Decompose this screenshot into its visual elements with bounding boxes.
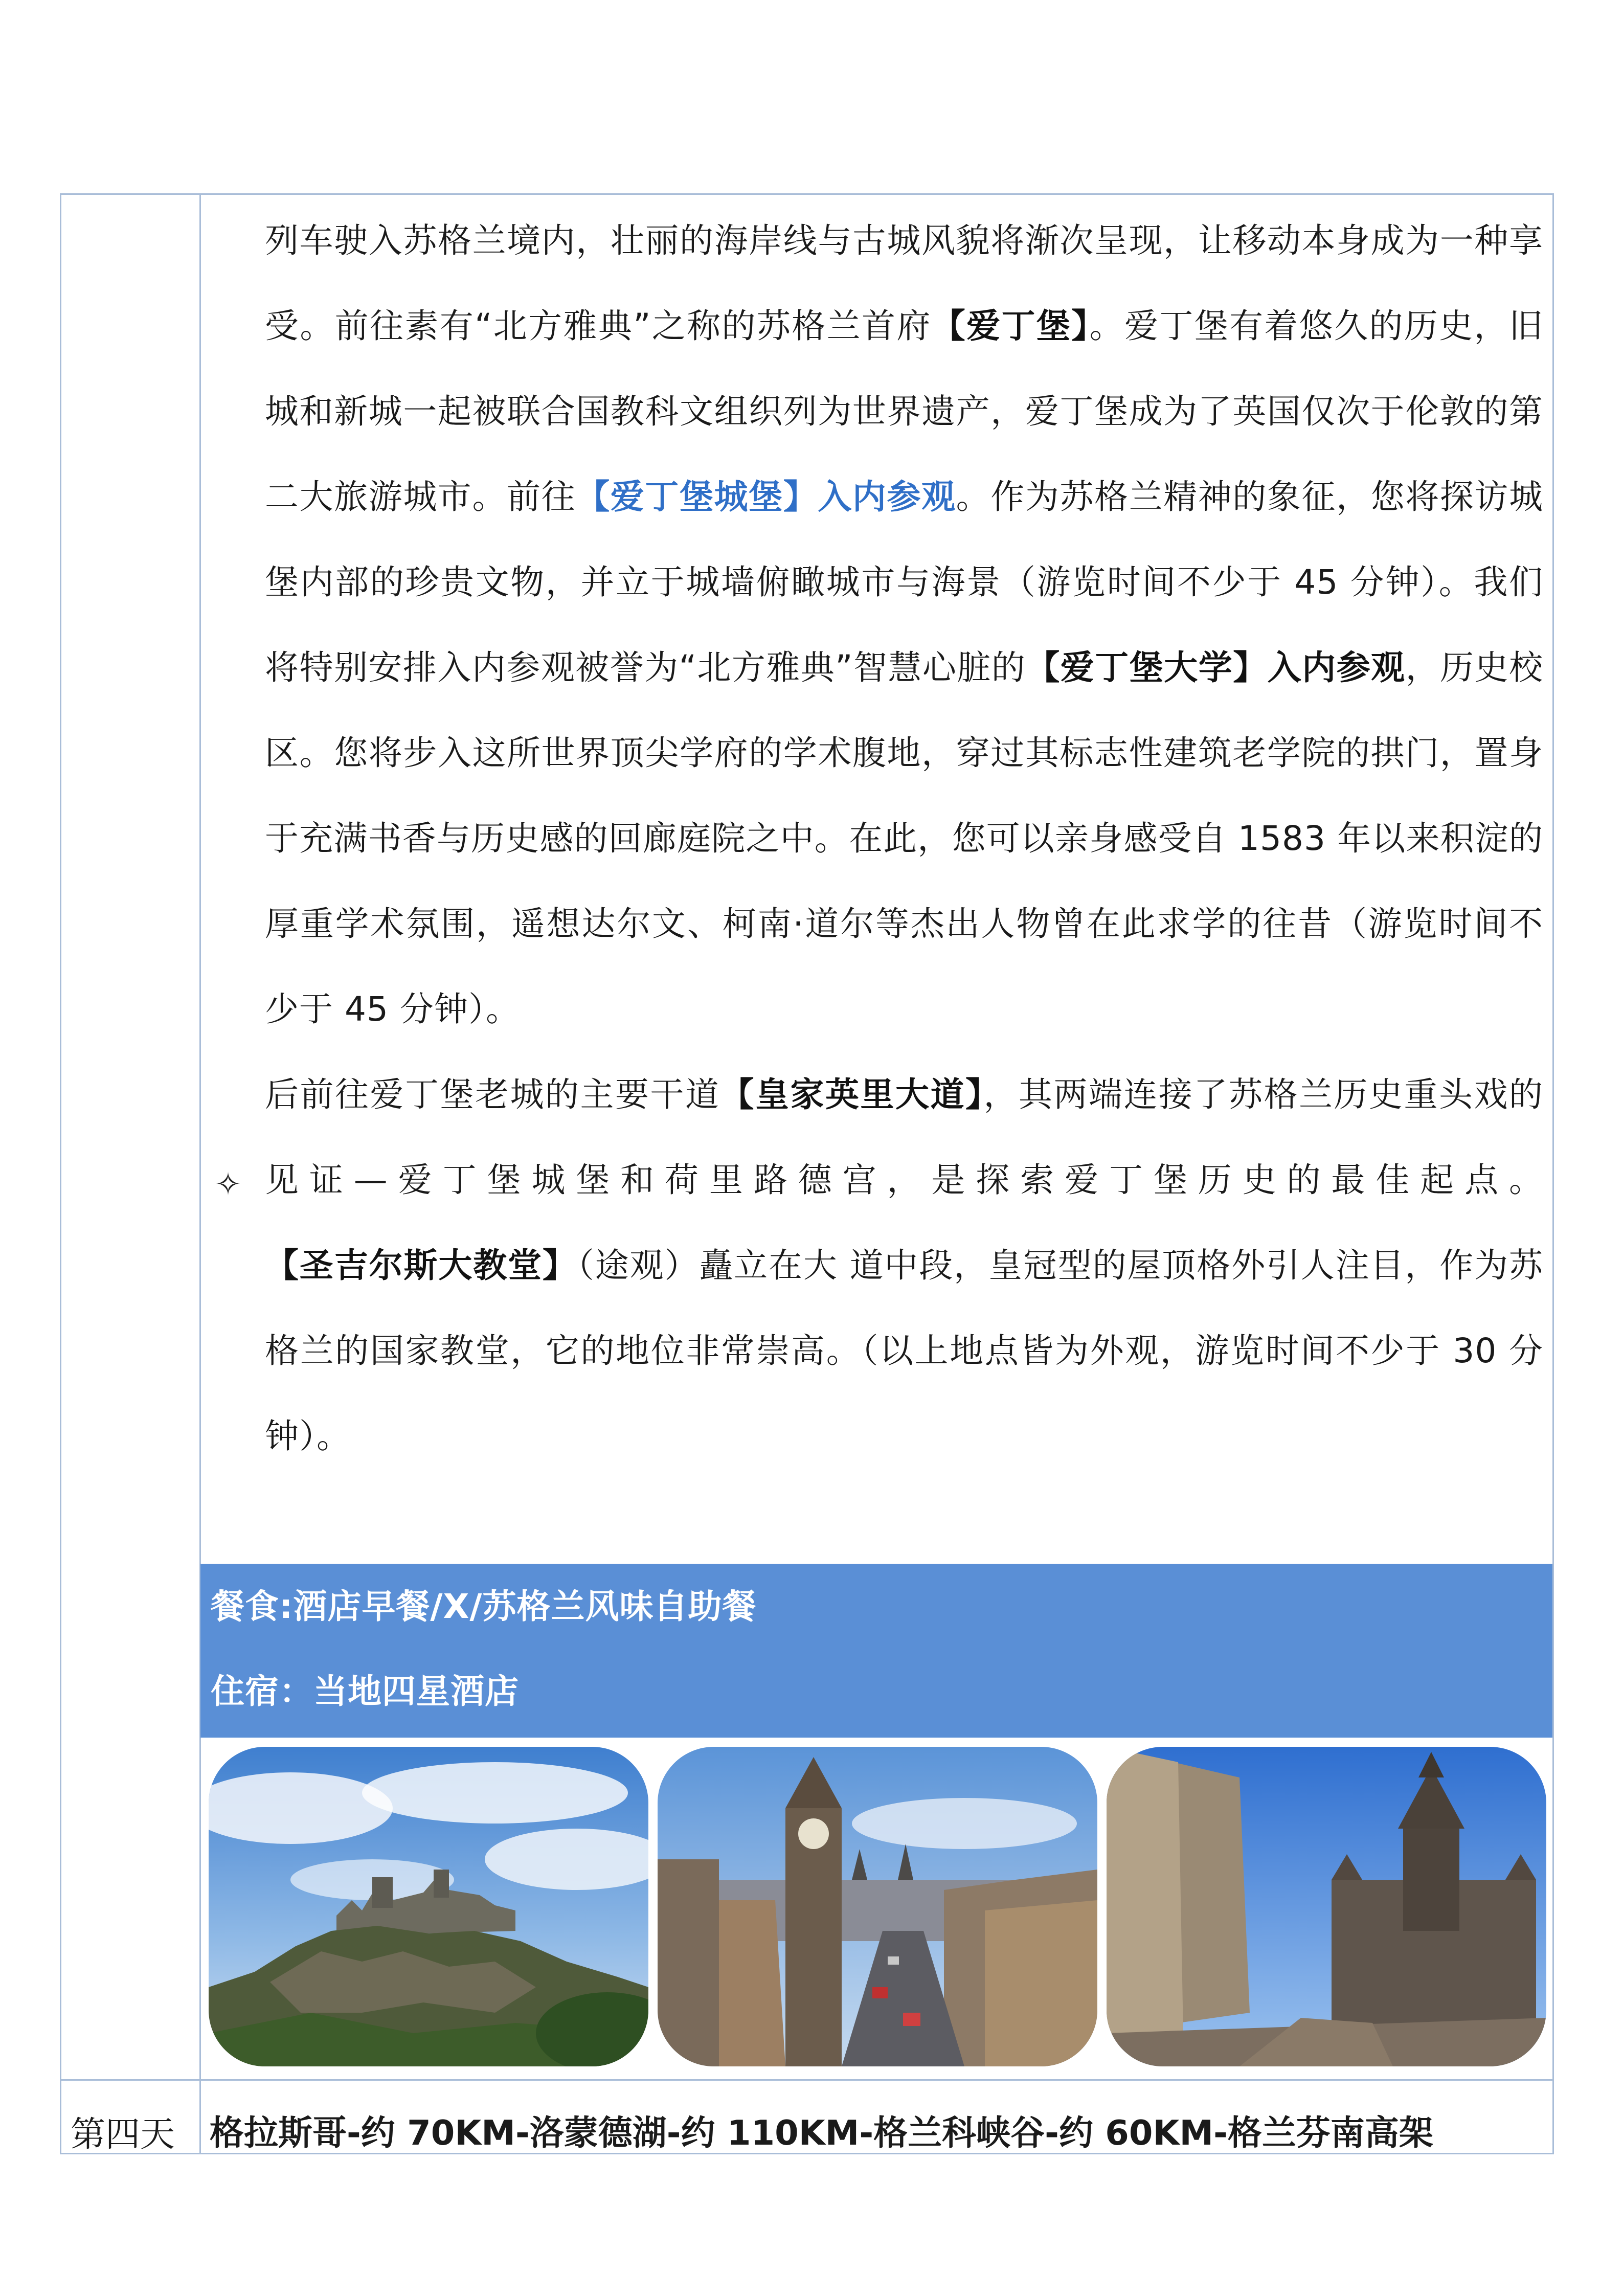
- day-label: 第四天: [71, 2114, 175, 2155]
- paragraph-edinburgh: [265, 198, 1543, 1052]
- table-row-divider: [60, 2079, 1554, 2081]
- hotel-info: 住宿：当地四星酒店: [211, 1672, 519, 1711]
- table-border-top: [60, 193, 1554, 195]
- st-giles-cathedral-photo: [1107, 1747, 1546, 2066]
- text-segment: （途观）矗立在大 道中段，皇冠型的屋顶格外引人注目，作为苏格兰的国家教堂，它的地位非常崇高。（以上地点皆为外观，游览时间不少于 30 分钟）。: [265, 1246, 1544, 1456]
- sparkle-bullet-icon: ✧: [215, 1165, 241, 1203]
- table-border-left: [60, 193, 61, 2154]
- highlight-edinburgh-castle: 【爱丁堡城堡】入内参观: [576, 477, 956, 516]
- edinburgh-castle-photo: [209, 1747, 648, 2066]
- text-segment: 后前往爱丁堡老城的主要干道: [265, 1075, 720, 1114]
- highlight-royal-mile: 【皇家英里大道】: [720, 1075, 984, 1114]
- text-segment: 。爱丁堡有着悠久的历史，旧城和新城一起被联合国教科文组织列为世界遗产，爱丁堡成为了英国仅次于伦敦的第二大旅游城市。前往: [265, 306, 1544, 516]
- royal-mile-street-photo: [658, 1747, 1097, 2066]
- text-segment: ，其两端连接了苏格兰历史重头戏的见证—爱丁堡城堡和荷里路德宫，是探索爱丁堡历史的最佳起点。: [265, 1075, 1543, 1200]
- text-segment: 列车驶入苏格兰境内，壮丽的海岸线与古城风貌将渐次呈现，让移动本身成为一种享受。前往素有“北方雅典”之称的苏格兰首府: [265, 221, 1543, 346]
- meal-info: 餐食:酒店早餐/X/苏格兰风味自助餐: [211, 1587, 757, 1626]
- itinerary-description: [265, 198, 1543, 1479]
- table-border-right: [1552, 193, 1554, 2154]
- highlight-university-of-edinburgh: 【爱丁堡大学】入内参观: [1026, 648, 1406, 687]
- day-route-title: 格拉斯哥-约 70KM-洛蒙德湖-约 110KM-格兰科峡谷-约 60KM-格兰芬南高架: [210, 2113, 1433, 2153]
- text-segment: 。作为苏格兰精神的象征，您将探访城堡内部的珍贵文物，并立于城墙俯瞰城市与海景（游览时间不少于 45 分钟）。我们将特别安排入内参观被誉为“北方雅典”智慧心脏的: [265, 477, 1544, 687]
- text-segment: ，历史校区。您将步入这所世界顶尖学府的学术腹地，穿过其标志性建筑老学院的拱门，置身于充满书香与历史感的回廊庭院之中。在此，您可以亲身感受自 1583 年以来积淀的厚重学术氛围，遥想达尔文、柯南·道尔等杰出人物曾在此求学的往昔（游览时间不少于 45 分钟）。: [265, 648, 1544, 1029]
- highlight-edinburgh: 【爱丁堡】: [931, 306, 1090, 346]
- highlight-st-giles: 【圣吉尔斯大教堂】: [265, 1246, 577, 1285]
- meal-hotel-band: [200, 1564, 1552, 1738]
- paragraph-royal-mile: [265, 1052, 1543, 1479]
- table-border-mid: [199, 193, 201, 2154]
